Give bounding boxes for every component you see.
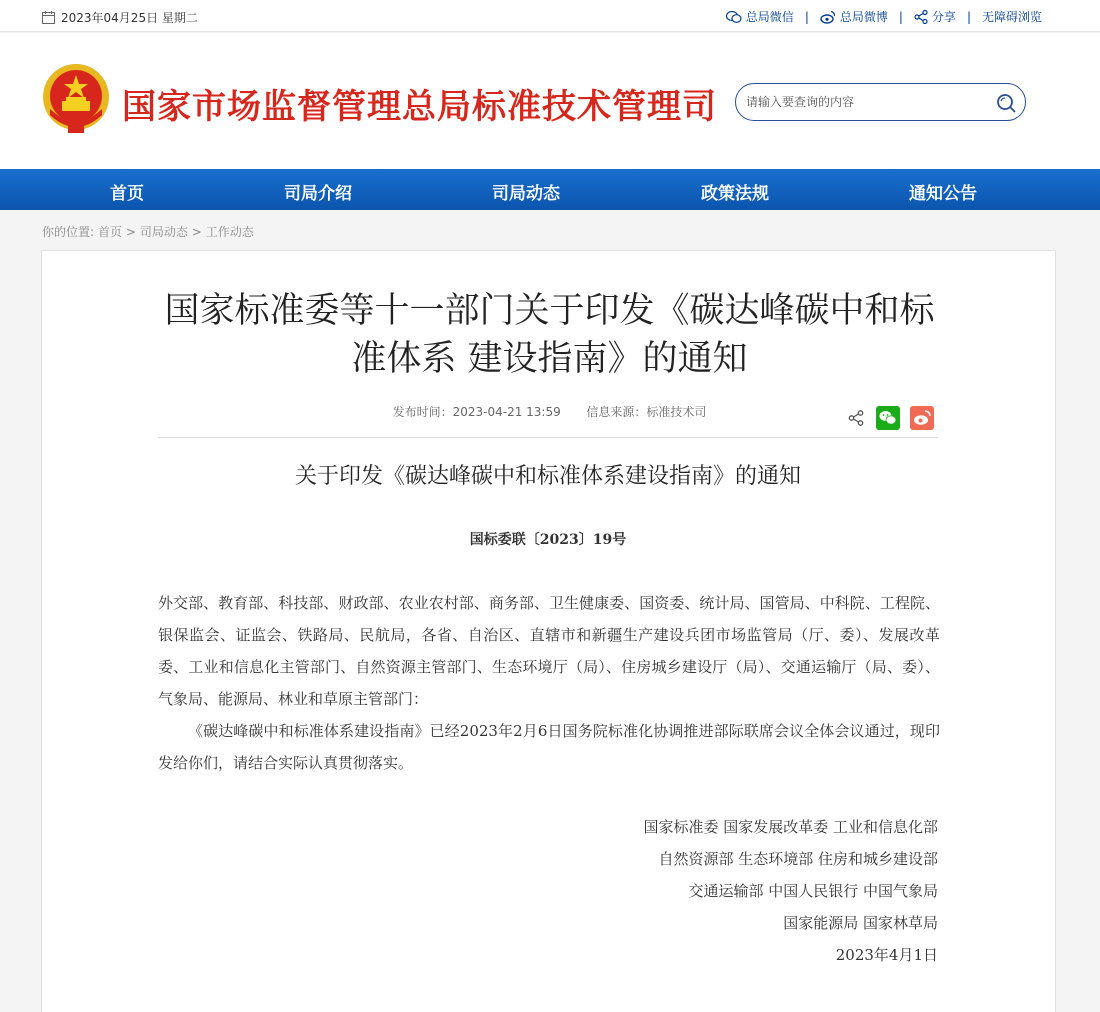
top-links: [726, 8, 1042, 25]
nav-item-news[interactable]: 司局动态: [492, 184, 560, 204]
top-bar: [0, 0, 1100, 32]
weibo-icon: [820, 10, 836, 24]
signature-line: 国家标准委 国家发展改革委 工业和信息化部: [643, 818, 938, 836]
publish-time: 发布时间：2023-04-21 13:59: [392, 405, 561, 419]
recipients-paragraph: 外交部、教育部、科技部、财政部、农业农村部、商务部、卫生健康委、国资委、统计局、国管局、中科院、工程院、银保监会、证监会、铁路局、民航局，各省、自治区、直辖市和新疆生产建设兵团市场监管局（厅、委）、发展改革委、工业和信息化主管部门、自然资源主管部门、生态环境厅（局）、住房城乡建设厅（局）、交通运输厅（局、委）、气象局、能源局、林业和草原主管部门：: [158, 594, 940, 708]
national-emblem-icon[interactable]: [42, 63, 110, 135]
nav-item-about[interactable]: 司局介绍: [284, 184, 352, 204]
document-title: 关于印发《碳达峰碳中和标准体系建设指南》的通知: [294, 464, 801, 489]
wechat-icon: [726, 10, 742, 24]
main-paragraph: 《碳达峰碳中和标准体系建设指南》已经2023年2月6日国务院标准化协调推进部际联席会议全体会议通过，现印发给你们，请结合实际认真贯彻落实。: [158, 722, 940, 772]
breadcrumb-label: 你的位置:: [42, 225, 95, 239]
weibo-label: 总局微博: [839, 10, 888, 24]
accessible-link[interactable]: [982, 8, 1042, 25]
share-icon[interactable]: [848, 410, 864, 426]
site-header: [0, 33, 1100, 169]
search-input[interactable]: [746, 92, 986, 112]
wechat-label: 总局微信: [745, 10, 794, 24]
article-title: 国家标准委等十一部门关于印发《碳达峰碳中和标准体系 建设指南》的通知: [164, 291, 935, 379]
wechat-link[interactable]: [726, 8, 794, 25]
share-link[interactable]: [914, 8, 956, 25]
weibo-share-icon[interactable]: [910, 406, 934, 430]
main-nav: [0, 169, 1100, 210]
article-body: [158, 587, 940, 779]
signature-line: 交通运输部 中国人民银行 中国气象局: [688, 882, 938, 900]
article-panel: [41, 250, 1056, 1012]
breadcrumb: [42, 223, 254, 240]
divider: [158, 437, 938, 438]
nav-item-notices[interactable]: 通知公告: [909, 184, 977, 204]
breadcrumb-home[interactable]: 首页 >: [98, 225, 136, 239]
weibo-link[interactable]: [820, 8, 888, 25]
signature-block: [158, 811, 938, 971]
share-icon: [914, 10, 928, 24]
calendar-icon: [42, 11, 55, 24]
document-number: 国标委联〔2023〕19号: [469, 532, 627, 548]
wechat-share-icon[interactable]: [876, 406, 900, 430]
signature-line: 自然资源部 生态环境部 住房和城乡建设部: [658, 850, 938, 868]
breadcrumb-work[interactable]: 工作动态: [205, 225, 254, 239]
nav-item-home[interactable]: 首页: [110, 184, 144, 204]
share-bar: [848, 406, 938, 432]
site-title[interactable]: 国家市场监督管理总局标准技术管理司: [122, 87, 717, 127]
separator: |: [898, 9, 903, 24]
breadcrumb-news[interactable]: 司局动态 >: [139, 225, 202, 239]
date-text: 2023年04月25日 星期二: [61, 11, 198, 25]
share-label: 分享: [931, 10, 956, 24]
separator: |: [804, 9, 809, 24]
nav-item-policy[interactable]: 政策法规: [701, 184, 769, 204]
search-icon[interactable]: [995, 92, 1017, 114]
date-display: [42, 9, 198, 26]
separator: |: [966, 9, 971, 24]
sign-date: 2023年4月1日: [835, 946, 938, 964]
accessible-label: 无障碍浏览: [981, 10, 1042, 24]
signature-line: 国家能源局 国家林草局: [783, 914, 938, 932]
search-box: [735, 83, 1026, 121]
info-source: 信息来源：标准技术司: [586, 405, 707, 419]
